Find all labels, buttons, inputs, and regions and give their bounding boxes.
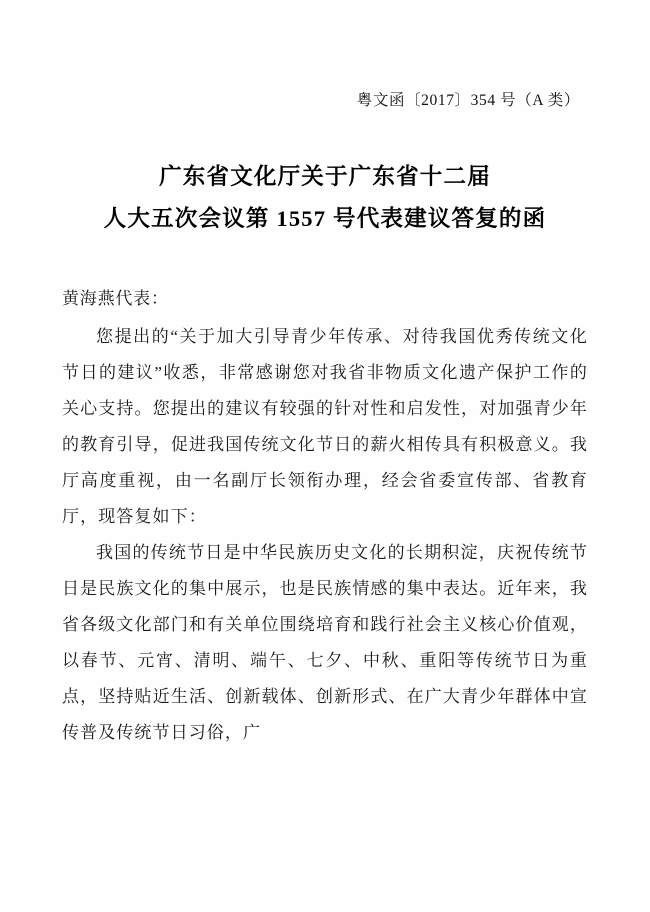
salutation: 黄海燕代表： <box>62 289 169 309</box>
title-line-2: 人大五次会议第 1557 号代表建议答复的函 <box>103 205 547 231</box>
body-paragraph-2: 我国的传统节日是中华民族历史文化的长期积淀，庆祝传统节日是民族文化的集中展示，也是民族情感的集中表达。近年来，我省各级文化部门和有关单位围绕培育和践行社会主义核心价值观，以春节、元宵、清明、端午、七夕、中秋、重阳等传统节日为重点，坚持贴近生活、创新载体、创新形式、在广大青少年群体中宣传普及传统节日习俗，广 <box>62 543 588 743</box>
doc-number-row <box>62 88 588 110</box>
page-bottom-margin <box>62 751 588 911</box>
title-line-1: 广东省文化厅关于广东省十二届 <box>159 164 491 189</box>
document-number: 粤文函〔2017〕354 号（A 类） <box>356 92 580 109</box>
body-paragraph-1: 您提出的“关于加大引导青少年传承、对待我国优秀传统文化节日的建议”收悉，非常感谢您对我省非物质文化遗产保护工作的关心支持。您提出的建议有较强的针对性和启发性，对加强青少年的教育引导，促进我国传统文化节日的薪火相传具有积极意义。我厅高度重视，由一名副厅长领衔办理，经会省委宣传部、省教育厅，现答复如下： <box>62 326 588 527</box>
document-title <box>62 156 588 239</box>
